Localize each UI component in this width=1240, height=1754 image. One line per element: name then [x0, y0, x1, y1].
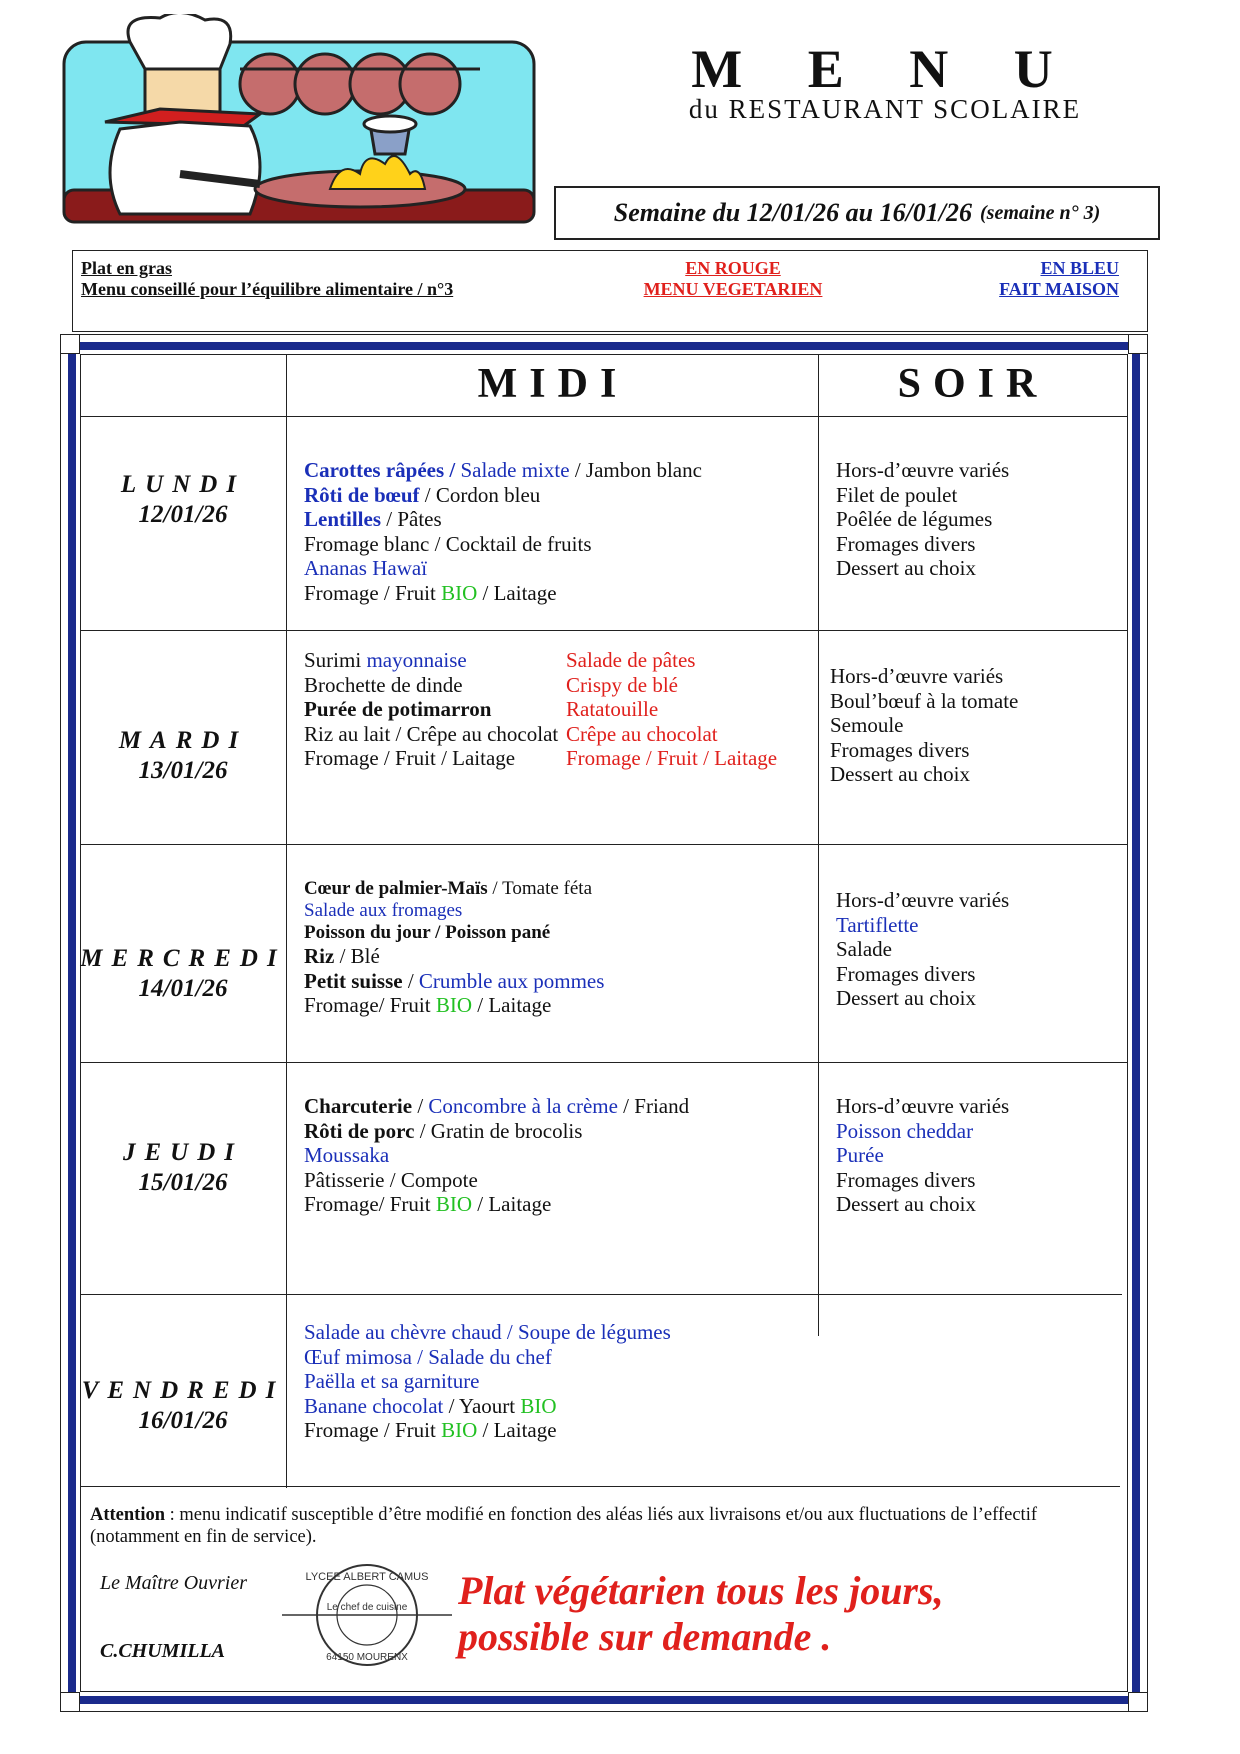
menu-line: Fromage / Fruit / Laitage: [566, 746, 778, 770]
dish: Gratin de brocolis: [430, 1118, 583, 1143]
week-number: (semaine n° 3): [980, 201, 1101, 224]
dish: Charcuterie: [304, 1094, 413, 1118]
lunch-menu: [304, 878, 814, 1018]
day-date: 15/01/26: [138, 1169, 228, 1196]
dish: Cordon bleu: [435, 482, 541, 507]
menu-line: Dessert au choix: [836, 556, 976, 580]
menu-line: Fromages divers: [836, 1167, 976, 1192]
legend-box: [72, 250, 1148, 332]
day-label: [80, 944, 286, 1004]
menu-line: Tartiflette: [836, 912, 919, 937]
grid-line: [80, 1486, 1120, 1487]
menu-line: Hors-d’œuvre variés: [836, 458, 1010, 482]
frame-corner: [60, 1692, 80, 1712]
attention-note: [90, 1504, 1100, 1548]
menu-line: Poisson du jour / Poisson pané: [304, 922, 551, 943]
dish: / Laitage: [472, 1192, 552, 1216]
grid-line: [80, 416, 1128, 417]
menu-line: Dessert au choix: [830, 762, 970, 786]
week-box: [554, 186, 1160, 240]
menu-line: [304, 458, 814, 483]
dish: Surimi: [304, 648, 367, 672]
stamp-text-middle: Le chef de cuisine: [326, 1602, 408, 1613]
dish: Fromage / Fruit: [304, 580, 442, 605]
dish: Rôti de porc: [304, 1118, 415, 1143]
menu-line: Ananas Hawaï: [304, 556, 428, 580]
menu-line: [304, 507, 814, 532]
dish: Fromage/ Fruit: [304, 993, 436, 1017]
lunch-menu: [304, 1094, 814, 1217]
dish: Blé: [350, 944, 380, 968]
separator: /: [412, 1094, 429, 1118]
day-label: [80, 1138, 286, 1198]
separator: /: [617, 1094, 635, 1118]
menu-line: Fromage / Fruit / Laitage: [304, 746, 516, 770]
menu-line: Fromage blanc / Cocktail de fruits: [304, 531, 592, 556]
stamp-text-top: LYCEE ALBERT CAMUS: [305, 1571, 429, 1583]
menu-line: Dessert au choix: [836, 1192, 976, 1216]
menu-line: [304, 483, 814, 508]
day-name: MARDI: [118, 727, 248, 754]
menu-line: Paëlla et sa garniture: [304, 1369, 480, 1393]
grid-line: [80, 630, 1128, 631]
frame-corner: [1128, 1692, 1148, 1712]
menu-line: Pâtisserie / Compote: [304, 1167, 478, 1192]
attention-text: : menu indicatif susceptible d’être modifié en fonction des aléas liés aux livraisons et/ou aux fluctuations de l’effectif (notamment en fin de service).: [90, 1505, 1037, 1547]
dish: Salade mixte: [460, 458, 570, 482]
menu-line: [304, 648, 559, 673]
menu-line: [304, 969, 814, 994]
dish: Tomate féta: [502, 878, 593, 899]
dish: Cœur de palmier-Maïs: [304, 878, 488, 899]
grid-line: [80, 1294, 1122, 1295]
day-label: [80, 726, 286, 786]
menu-line: Boul’bœuf à la tomate: [830, 688, 1019, 713]
menu-line: Poisson cheddar: [836, 1118, 974, 1143]
separator: /: [443, 1393, 459, 1418]
column-header-soir: SOIR: [897, 361, 1049, 407]
legend-blue-meaning: FAIT MAISON: [999, 279, 1119, 299]
menu-line: Hors-d’œuvre variés: [836, 888, 1010, 912]
dish: Petit suisse: [304, 968, 403, 993]
menu-line: Ratatouille: [566, 697, 659, 721]
bio-label: BIO: [435, 1192, 472, 1216]
menu-line: Filet de poulet: [836, 482, 958, 507]
dinner-menu: [830, 664, 1126, 787]
frame-corner: [60, 334, 80, 354]
day-name: JEUDI: [122, 1139, 243, 1166]
day-date: 14/01/26: [138, 975, 228, 1002]
menu-line: Brochette de dinde: [304, 672, 463, 697]
menu-line: Hors-d’œuvre variés: [836, 1094, 1010, 1118]
day-name: LUNDI: [120, 471, 246, 498]
vegetarian-banner-line: Plat végétarien tous les jours,: [458, 1568, 944, 1613]
separator: /: [487, 878, 503, 899]
menu-line: [304, 993, 814, 1018]
menu-line: Salade aux fromages: [304, 900, 463, 921]
day-name: VENDREDI: [81, 1377, 285, 1404]
legend-red-label: EN ROUGE: [685, 258, 781, 278]
dish: Fromage/ Fruit: [304, 1192, 436, 1216]
day-date: 12/01/26: [138, 501, 228, 528]
dish: / Jambon blanc: [569, 458, 702, 482]
bio-label: BIO: [441, 1418, 478, 1442]
dish: Lentilles: [304, 507, 381, 531]
lunch-menu: [304, 458, 814, 605]
menu-line: Riz au lait / Crêpe au chocolat: [304, 721, 559, 746]
legend-blue-label: EN BLEU: [1040, 258, 1119, 278]
dinner-menu: [836, 888, 1126, 1011]
menu-line: Fromages divers: [830, 737, 970, 762]
school-stamp: [282, 1560, 452, 1670]
menu-line: Salade au chèvre chaud / Soupe de légumes: [304, 1320, 671, 1344]
day-date: 16/01/26: [138, 1407, 228, 1434]
frame-corner: [1128, 334, 1148, 354]
dish: / Laitage: [472, 993, 552, 1017]
dish: Concombre à la crème: [428, 1094, 618, 1118]
menu-line: [304, 1394, 904, 1419]
menu-line: [304, 878, 814, 900]
separator: /: [414, 1118, 431, 1143]
dish: / Laitage: [477, 1418, 557, 1442]
week-range: Semaine du 12/01/26 au 16/01/26: [613, 198, 973, 227]
menu-line: Œuf mimosa / Salade du chef: [304, 1344, 552, 1369]
day-label: [80, 1376, 286, 1436]
menu-line: Hors-d’œuvre variés: [830, 664, 1004, 688]
menu-line: Purée de potimarron: [304, 697, 492, 721]
menu-line: [304, 581, 814, 606]
legend-balance-note: Menu conseillé pour l’équilibre alimentaire / n°3: [81, 279, 454, 299]
column-header-midi: MIDI: [477, 361, 629, 407]
menu-line: Salade de pâtes: [566, 648, 696, 672]
menu-subtitle: du RESTAURANT SCOLAIRE: [688, 94, 1082, 124]
dish: Rôti de bœuf: [304, 482, 420, 507]
menu-line: Poêlée de légumes: [836, 507, 993, 531]
legend-bold-note: Plat en gras: [81, 258, 172, 278]
menu-line: Semoule: [830, 713, 904, 737]
menu-line: Dessert au choix: [836, 986, 976, 1010]
menu-line: Crispy de blé: [566, 672, 678, 697]
separator: /: [402, 968, 419, 993]
dish: Pâtes: [397, 507, 442, 531]
grid-line: [80, 1062, 1128, 1063]
grid-line: [818, 354, 819, 1336]
signature-name: C.CHUMILLA: [100, 1640, 226, 1662]
bio-label: BIO: [441, 580, 478, 605]
menu-line: [304, 1192, 814, 1217]
day-date: 13/01/26: [138, 757, 228, 784]
separator: /: [419, 482, 436, 507]
vegetarian-banner-line: possible sur demande .: [458, 1614, 832, 1659]
menu-line: [304, 1119, 814, 1144]
dish: Banane chocolat: [304, 1393, 444, 1418]
signature-title: Le Maître Ouvrier: [100, 1572, 248, 1594]
dish: Friand: [634, 1094, 690, 1118]
dinner-menu: [836, 1094, 1126, 1217]
grid-line: [286, 354, 287, 1488]
separator: /: [381, 507, 398, 531]
dish: Carottes râpées /: [304, 458, 461, 482]
lunch-menu: [304, 648, 559, 771]
lunch-menu: [304, 1320, 904, 1443]
bio-label: BIO: [435, 993, 472, 1017]
legend-red-meaning: MENU VEGETARIEN: [643, 279, 823, 299]
menu-line: Fromages divers: [836, 531, 976, 556]
day-label: [80, 470, 286, 530]
attention-label: Attention: [90, 1505, 166, 1525]
menu-line: [304, 944, 814, 969]
dish: Yaourt: [458, 1393, 521, 1418]
grid-line: [80, 844, 1128, 845]
menu-line: [304, 1418, 904, 1443]
menu-title: M E N U: [691, 39, 1079, 99]
separator: /: [334, 944, 351, 968]
dish: Fromage / Fruit: [304, 1418, 442, 1442]
menu-line: Fromages divers: [836, 961, 976, 986]
stamp-text-bottom: 64150 MOURENX: [326, 1652, 408, 1663]
vegetarian-menu: [566, 648, 816, 771]
dish: / Laitage: [477, 580, 557, 605]
dish: mayonnaise: [366, 648, 467, 672]
bio-label: BIO: [520, 1393, 557, 1418]
menu-line: Moussaka: [304, 1143, 390, 1167]
menu-line: [304, 1094, 814, 1119]
chef-illustration: [60, 14, 540, 229]
menu-line: Crêpe au chocolat: [566, 721, 718, 746]
dish: Riz: [304, 944, 335, 968]
day-name: MERCREDI: [80, 945, 286, 972]
dish: Crumble aux pommes: [418, 968, 605, 993]
vegetarian-banner: [458, 1568, 944, 1660]
menu-line: Salade: [836, 937, 892, 961]
menu-line: Purée: [836, 1143, 884, 1167]
dinner-menu: [836, 458, 1126, 581]
